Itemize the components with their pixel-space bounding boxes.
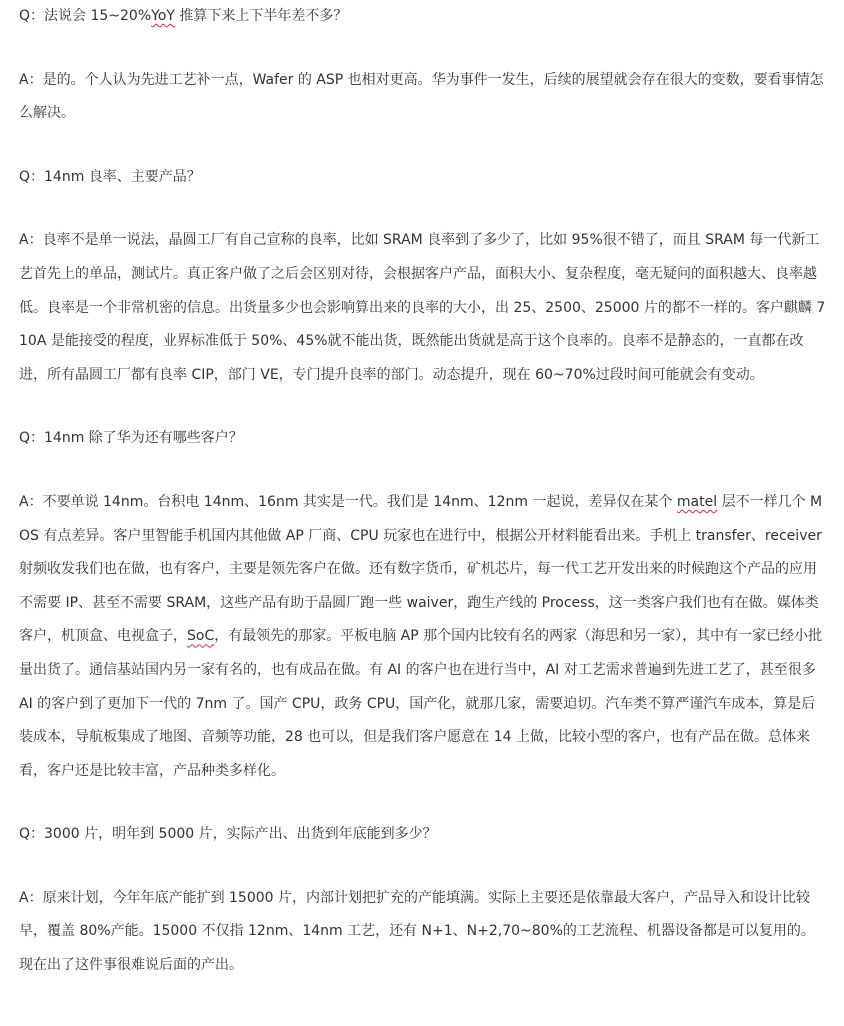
question-3-text: Q：14nm 除了华为还有哪些客户？: [19, 430, 243, 447]
question-2: [19, 161, 826, 195]
paragraph-gap: [19, 852, 826, 882]
question-4: [19, 818, 826, 852]
paragraph-gap: [19, 194, 826, 224]
answer-3-part-1: A：不要单说 14nm。台积电 14nm、16nm 其实是一代。我们是 14nm、12nm 一起说，差异仅在某个: [19, 493, 677, 510]
answer-2: [19, 224, 826, 392]
answer-3-part-5: ，有最领先的那家。平板电脑 AP 那个国内比较有名的两家（海思和另一家），其中有一家已经小批量出货了。通信基站国内另一家有名的，也有成品在做。有 AI 的客户也在进行当中，AI 对工艺需求普遍到先进工艺了，甚至很多 AI 的客户到了更加下一代的 7nm 了。国产 CPU，政务 CPU，国产化，就那几家，需要迫切。汽车类不算严谨汽车成本，算是后装成本，导航板集成了地图、音频等功能，28 也可以，但是我们客户愿意在 14 上做，比较小型的客户，也有产品在做。总体来看，客户还是比较丰富，产品种类多样化。: [19, 628, 823, 779]
paragraph-gap: [19, 131, 826, 161]
paragraph-gap: [19, 456, 826, 486]
answer-4-text: A：原来计划，今年年底产能扩到 15000 片，内部计划把扩充的产能填满。实际上主要还是依靠最大客户，产品导入和设计比较早，覆盖 80%产能。15000 不仅指 12nm、14nm 工艺，还有 N+1、N+2,70~80%的工艺流程、机器设备都是可以复用的。现在出了这件事很难说后面的产出。: [19, 889, 815, 974]
spellcheck-word-matel: matel: [676, 493, 718, 510]
question-1: [19, 0, 826, 34]
spellcheck-word-yoy: YoY: [151, 8, 175, 24]
question-2-text: Q：14nm 良率、主要产品？: [19, 168, 201, 185]
spellcheck-word-soc: SoC: [187, 628, 215, 645]
answer-3-part-3: 层不一样几个 MOS 有点差异。客户里智能手机国内其他做 AP 厂商、CPU 玩家也在进行中，根据公开材料能看出来。手机上 transfer、receiver 射频收发我们也在做，也有客户，主要是领先客户在做。还有数字货币，矿机芯片，每一代工艺开发出来的时候跑这个产品的应用不需要 IP、甚至不需要 SRAM，这些产品有助于晶圆厂跑一些 waiver，跑生产线的 Process，这一类客户我们也有在做。媒体类客户，机顶盒、电视盒子，: [19, 493, 823, 645]
question-1-part-3: 推算下来上下半年差不多？: [174, 8, 348, 24]
paragraph-gap: [19, 788, 826, 818]
paragraph-gap: [19, 392, 826, 422]
question-3: [19, 422, 826, 456]
answer-1-text: A：是的。个人认为先进工艺补一点，Wafer 的 ASP 也相对更高。华为事件一发生，后续的展望就会存在很大的变数，要看事情怎么解决。: [19, 71, 824, 122]
paragraph-gap: [19, 34, 826, 64]
answer-1: [19, 64, 826, 131]
answer-3: [19, 486, 826, 788]
answer-2-text: A：良率不是单一说法，晶圆工厂有自己宣称的良率，比如 SRAM 良率到了多少了，比如 95%很不错了，而且 SRAM 每一代新工艺首先上的单品，测试片。真正客户做了之后会区别对待，会根据客户产品，面积大小、复杂程度，毫无疑问的面积越大、良率越低。良率是一个非常机密的信息。出货量多少也会影响算出来的良率的大小，出 25、2500、25000 片的都不一样的。客户麒麟 710A 是能接受的程度，业界标准低于 50%、45%就不能出货，既然能出货就是高于这个良率的。良率不是静态的，一直都在改进，所有晶圆工厂都有良率 CIP，部门 VE，专门提升良率的部门。动态提升，现在 60~70%过段时间可能就会有变动。: [19, 232, 826, 383]
question-4-text: Q：3000 片，明年到 5000 片，实际产出、出货到年底能到多少？: [19, 826, 437, 843]
answer-4: [19, 882, 826, 983]
question-1-part-1: Q：法说会 15~20%: [19, 8, 152, 24]
